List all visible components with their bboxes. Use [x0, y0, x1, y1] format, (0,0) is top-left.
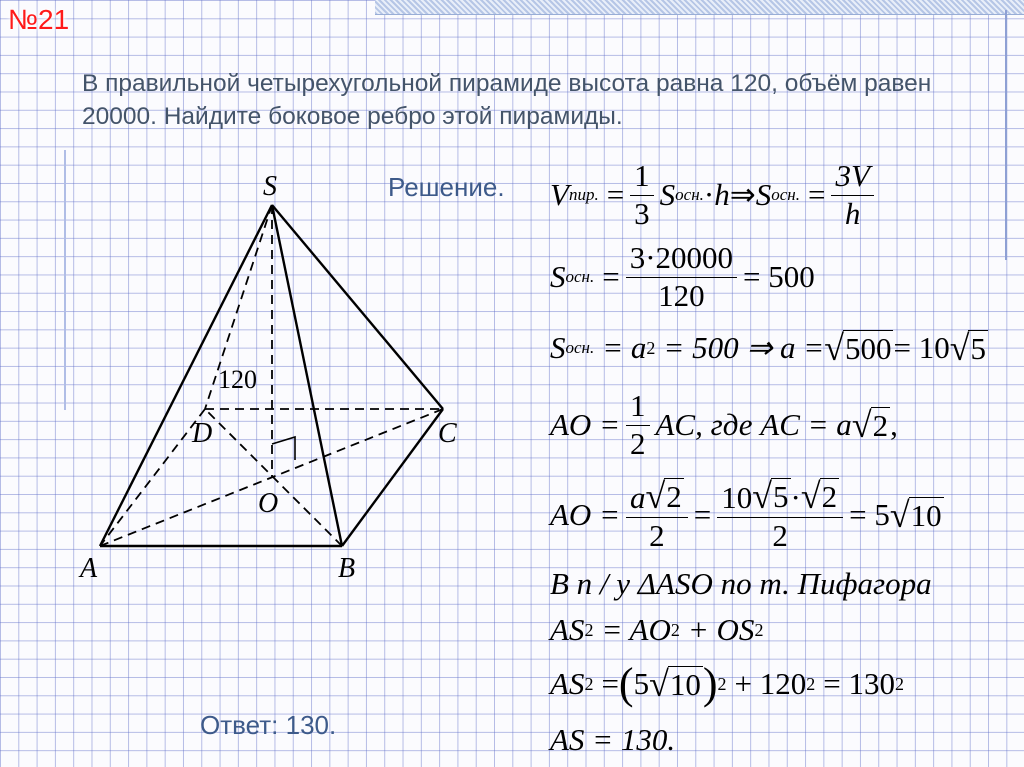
text: + 120 — [734, 666, 807, 701]
sub-base: осн. — [771, 185, 800, 205]
sub-base: осн. — [565, 267, 595, 287]
denominator: 3 — [634, 195, 650, 231]
denominator: 2 — [630, 425, 646, 461]
denominator: 2 — [649, 517, 665, 553]
sqrt-10: √ 10 — [649, 663, 701, 704]
problem-text: В правильной четырехугольной пирамиде высота равна 120, объём равен 20000. Найдите боковое ребро этой пирамиды. — [82, 70, 932, 130]
text: = AO — [601, 612, 671, 647]
fraction-10sqrt5-sqrt2 — [717, 478, 843, 552]
paren-right: ) — [702, 659, 718, 708]
formula-side-a — [550, 330, 988, 367]
text: В п / у ΔASO по т. Пифагора — [550, 566, 932, 601]
edge-SC — [272, 205, 443, 409]
formula-volume — [550, 160, 880, 230]
text: = 10 — [893, 330, 950, 366]
implies: ⇒ — [729, 177, 756, 213]
right-angle-mark — [272, 437, 295, 460]
label-C: C — [438, 418, 457, 449]
text: = 500 ⇒ a = — [663, 330, 825, 366]
var-S: S — [659, 177, 676, 213]
numerator: a √ 2 — [626, 478, 688, 518]
coef: 10 — [721, 480, 753, 515]
label-S: S — [263, 171, 277, 202]
paren-left: ( — [618, 659, 634, 708]
formula-AS-squared — [550, 659, 904, 708]
fraction-one-half — [626, 390, 650, 460]
formula-final — [550, 722, 675, 758]
radicand: 2 — [872, 407, 889, 443]
problem-number: №21 — [8, 4, 70, 35]
var-S: S — [550, 259, 566, 295]
formula-AO-value — [550, 478, 944, 552]
equals: = — [602, 259, 620, 295]
radicand: 10 — [910, 497, 942, 533]
equals: = — [601, 666, 619, 701]
label-B: B — [338, 553, 356, 584]
denominator: 120 — [658, 277, 705, 313]
exponent: 2 — [894, 673, 904, 694]
radicand: 500 — [844, 331, 892, 366]
var-h: h — [714, 177, 730, 213]
exponent: 2 — [584, 673, 594, 694]
dot: · — [703, 177, 715, 213]
denominator: h — [844, 195, 861, 231]
radicand: 2 — [821, 479, 838, 514]
exponent: 2 — [584, 619, 594, 640]
edge-BC — [342, 409, 443, 546]
sqrt-10: √ 10 — [889, 494, 942, 535]
text: AS = 130. — [550, 722, 676, 757]
label-O: O — [258, 488, 279, 519]
text: AS — [550, 666, 585, 701]
sub-base: осн. — [675, 185, 704, 205]
exponent: 2 — [646, 337, 656, 358]
numerator: 1 — [626, 390, 650, 426]
text: AC, где AC = a — [655, 407, 852, 443]
fraction-one-third — [630, 160, 654, 230]
sqrt-500: √ 500 — [824, 328, 892, 368]
var-S: S — [755, 177, 772, 213]
numerator: 3·20000 — [626, 242, 737, 278]
coef: 5 — [633, 666, 650, 701]
sqrt-5: √ 5 — [949, 328, 986, 368]
comma: , — [890, 407, 898, 443]
exponent: 2 — [717, 673, 727, 694]
text: = a — [602, 330, 647, 366]
formula-pythagoras-note — [550, 566, 932, 602]
numerator: 3V — [831, 160, 873, 196]
numerator: 1 — [630, 160, 654, 196]
equals: = — [807, 177, 826, 213]
exponent: 2 — [670, 619, 680, 640]
formula-AO-half-AC — [550, 390, 898, 460]
sqrt-2: √ 2 — [851, 404, 889, 445]
solution-label: Решение. — [388, 172, 505, 202]
diagonal-BD — [205, 409, 342, 546]
dot: · — [790, 480, 801, 515]
text: + OS — [687, 612, 755, 647]
radicand: 5 — [773, 479, 789, 514]
text: = 5 — [849, 497, 890, 533]
text: = 130 — [823, 666, 895, 701]
text: AO = — [550, 497, 620, 533]
equals: = — [693, 497, 712, 533]
answer-text: Ответ: 130. — [200, 710, 337, 740]
edge-DA — [100, 409, 205, 546]
exponent: 2 — [806, 673, 816, 694]
label-D: D — [192, 418, 213, 449]
fraction-a-sqrt2 — [626, 478, 688, 552]
denominator: 2 — [772, 517, 788, 553]
label-A: A — [80, 553, 98, 584]
var-a: a — [630, 480, 646, 515]
formula-base-area — [550, 242, 815, 312]
radicand: 10 — [669, 666, 701, 702]
formula-pythagoras — [550, 612, 763, 648]
radicand: 5 — [970, 331, 986, 366]
sub-pyr: пир. — [568, 185, 599, 205]
sub-base: осн. — [565, 338, 595, 358]
equals: = — [606, 177, 625, 213]
text: AO = — [550, 407, 620, 443]
label-height: 120 — [218, 365, 257, 394]
var-V: V — [550, 177, 569, 213]
exponent: 2 — [754, 619, 764, 640]
fraction-3V-h — [831, 160, 873, 230]
text: AS — [550, 612, 585, 647]
result: = 500 — [743, 259, 815, 295]
numerator: 10 √ 5 · √ 2 — [717, 478, 843, 518]
edge-SB — [272, 205, 342, 546]
fraction-base-area — [626, 242, 737, 312]
radicand: 2 — [666, 479, 682, 514]
var-S: S — [550, 330, 566, 366]
